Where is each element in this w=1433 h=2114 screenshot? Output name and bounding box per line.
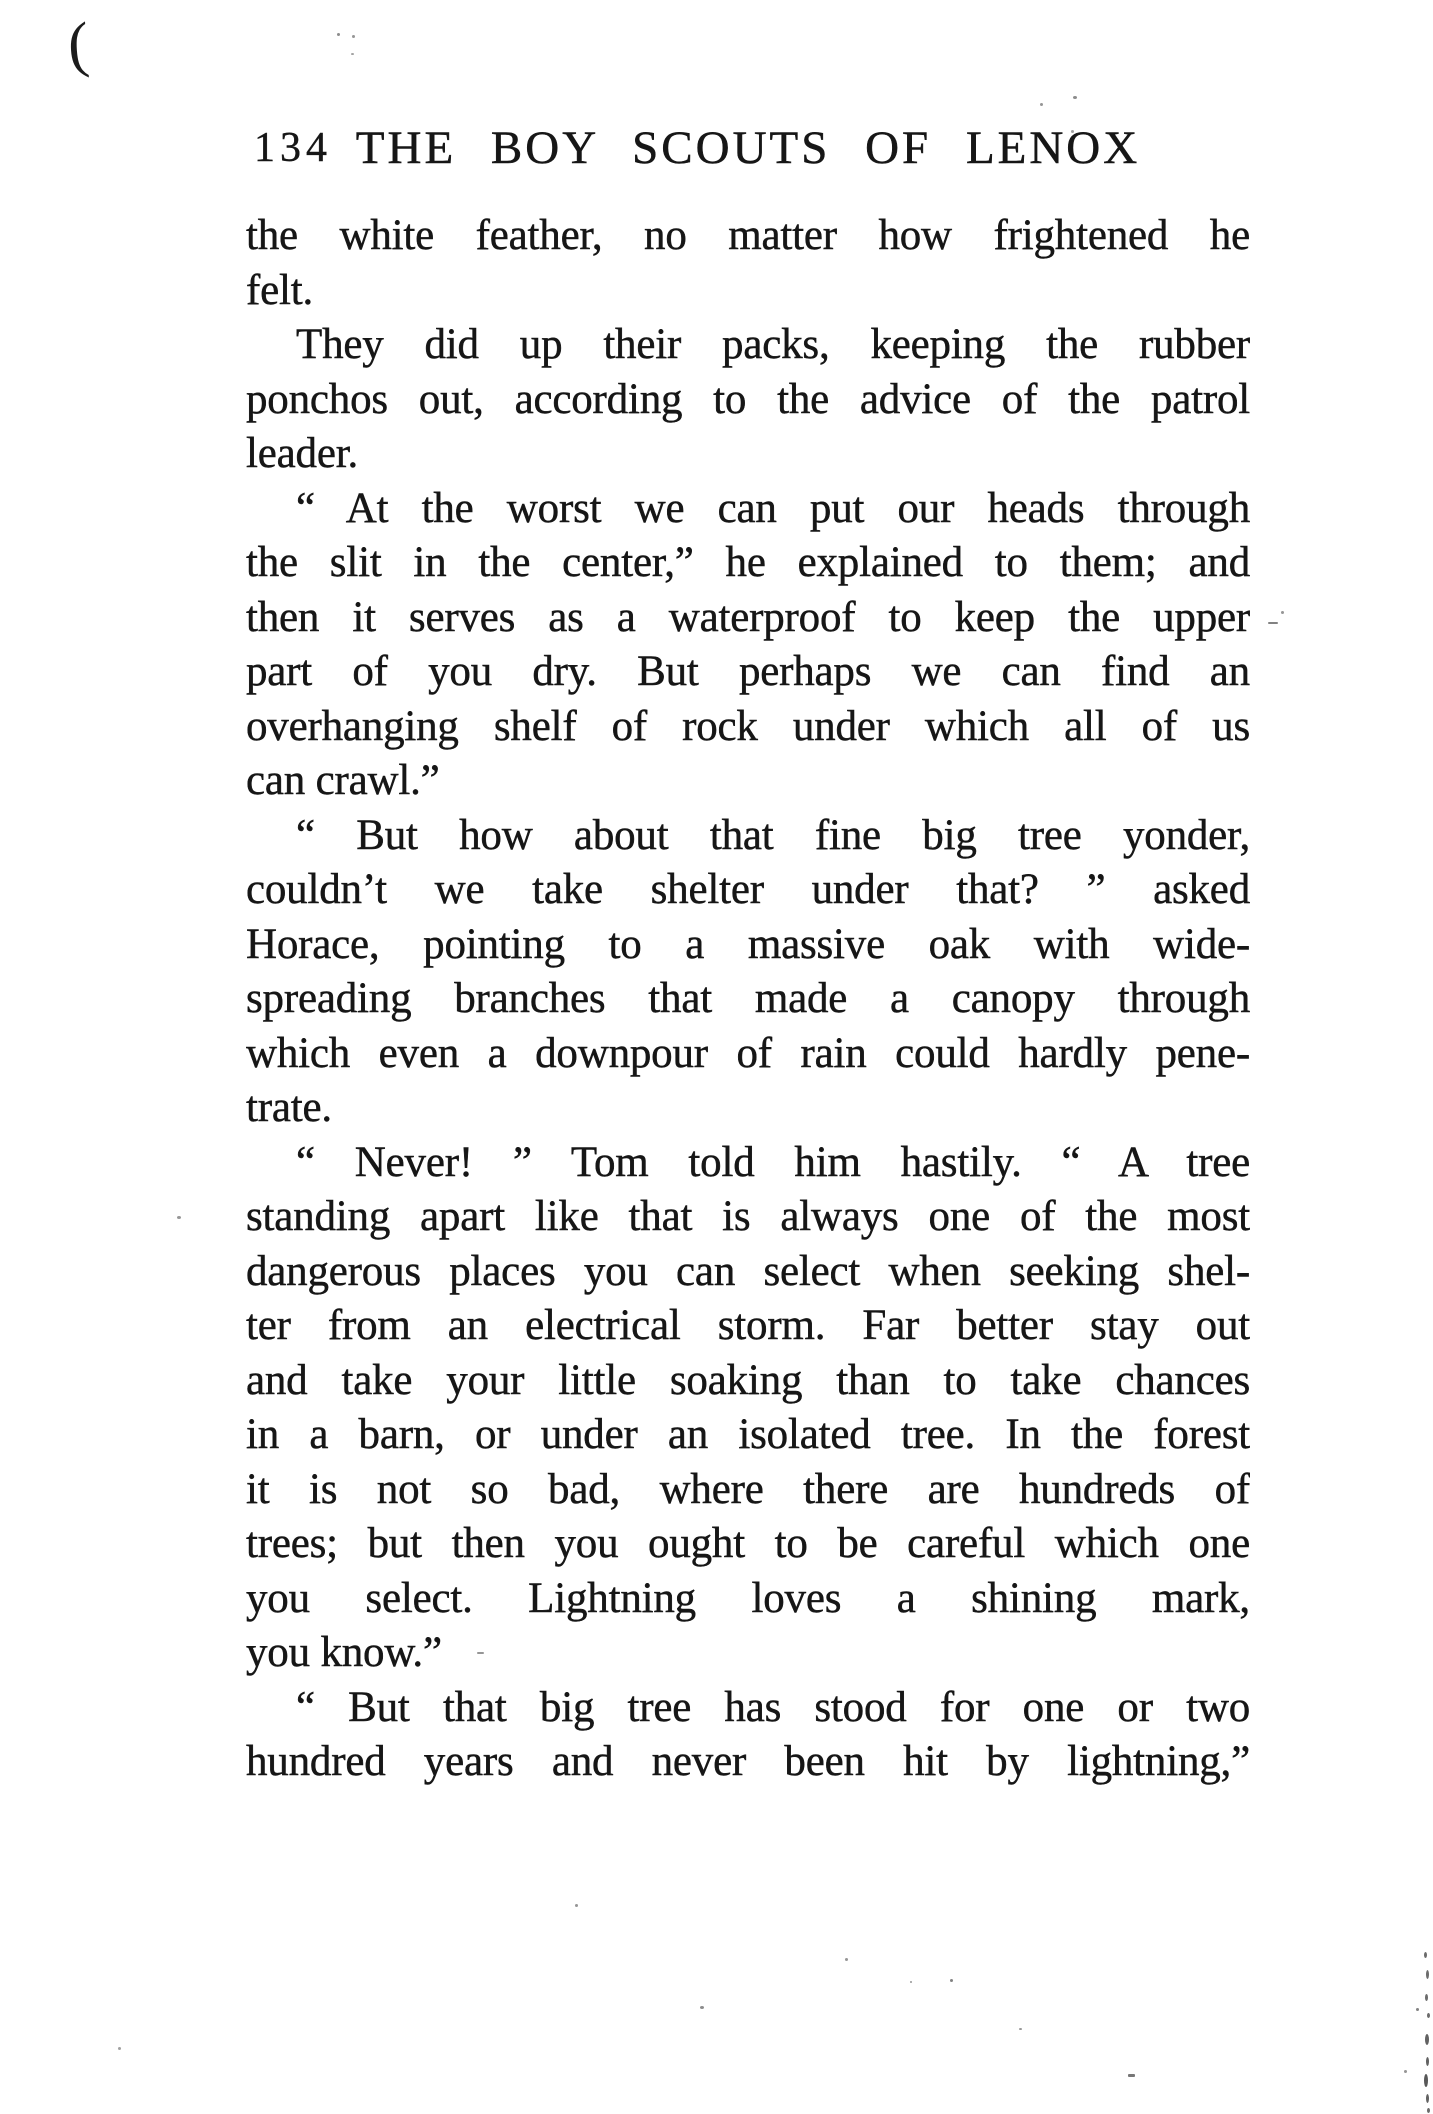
text-line: standing apart like that is always one of the most xyxy=(246,1193,1250,1240)
scan-speck xyxy=(1071,130,1074,133)
scan-speck xyxy=(1425,1994,1428,2001)
text-line: it is not so bad, where there are hundreds of xyxy=(246,1465,1250,1513)
scan-speck xyxy=(1404,2070,1407,2073)
running-title: THE BOY SCOUTS OF LENOX xyxy=(355,122,1141,174)
scan-speck xyxy=(177,1216,181,1219)
scan-speck xyxy=(910,1981,912,1983)
text-line: then it serves as a waterproof to keep the upper xyxy=(246,593,1250,641)
text-line: you select. Lightning loves a shining mark, xyxy=(246,1574,1250,1622)
text-line: overhanging shelf of rock under which all of us xyxy=(246,702,1250,750)
scan-speck xyxy=(351,53,354,55)
scan-speck xyxy=(337,33,340,36)
text-line: couldn’t we take shelter under that? ” asked xyxy=(246,866,1250,913)
body-text xyxy=(246,209,1250,1790)
text-line: They did up their packs, keeping the rubber xyxy=(296,321,1250,368)
text-line: and take your little soaking than to take chances xyxy=(246,1356,1250,1404)
text-line: trate. xyxy=(246,1084,332,1131)
text-line: hundred years and never been hit by lightning,” xyxy=(246,1738,1250,1785)
scan-speck xyxy=(1424,2074,1428,2087)
margin-pen-mark: ( xyxy=(65,10,92,80)
text-line: you know.” xyxy=(246,1629,442,1676)
scan-speck xyxy=(1128,2074,1135,2077)
scan-speck xyxy=(1426,1970,1429,1979)
scan-speck xyxy=(575,1904,578,1907)
text-line: the white feather, no matter how frightened he xyxy=(246,212,1250,259)
text-line: felt. xyxy=(246,266,314,314)
scan-speck xyxy=(118,2047,121,2050)
text-line: “ But that big tree has stood for one or two xyxy=(296,1683,1250,1731)
text-line: ter from an electrical storm. Far better stay out xyxy=(246,1302,1250,1349)
scan-speck xyxy=(700,2006,704,2009)
text-line: which even a downpour of rain could hardly pene- xyxy=(246,1029,1250,1077)
text-line: trees; but then you ought to be careful which one xyxy=(246,1520,1250,1567)
text-line: “ Never! ” Tom told him hastily. “ A tree xyxy=(296,1138,1250,1186)
scan-speck xyxy=(1426,2094,1429,2103)
text-line: leader. xyxy=(246,430,358,477)
text-line: the slit in the center,” he explained to them; and xyxy=(246,539,1250,586)
text-line: can crawl.” xyxy=(246,757,440,804)
scan-speck xyxy=(1268,622,1278,624)
text-line: part of you dry. But perhaps we can find an xyxy=(246,648,1250,695)
scan-speck xyxy=(1426,2057,1429,2066)
scan-speck xyxy=(1427,2013,1430,2018)
scan-speck xyxy=(1416,2008,1419,2011)
scan-speck xyxy=(1040,103,1043,106)
text-line: Horace, pointing to a massive oak with wide- xyxy=(246,920,1250,968)
text-line: spreading branches that made a canopy through xyxy=(246,975,1250,1022)
scan-speck xyxy=(1425,2034,1429,2045)
page-header xyxy=(246,120,1250,176)
scan-speck xyxy=(352,35,355,38)
scan-speck xyxy=(950,1979,953,1982)
text-line: “ But how about that fine big tree yonder, xyxy=(296,811,1250,859)
scan-speck xyxy=(1427,2108,1430,2113)
page-number: 134 xyxy=(254,125,332,171)
text-line: ponchos out, according to the advice of the patrol xyxy=(246,375,1250,423)
scan-speck xyxy=(845,1958,848,1961)
scan-speck xyxy=(1073,96,1077,99)
text-line: “ At the worst we can put our heads through xyxy=(296,484,1250,532)
scan-speck xyxy=(1281,611,1284,614)
scan-speck xyxy=(1019,2028,1022,2030)
scan-speck xyxy=(477,1652,484,1654)
text-line: dangerous places you can select when seeking shel- xyxy=(246,1247,1250,1295)
scan-speck xyxy=(1424,1952,1427,1958)
text-line: in a barn, or under an isolated tree. In the forest xyxy=(246,1411,1250,1458)
scan-speck xyxy=(929,846,932,848)
